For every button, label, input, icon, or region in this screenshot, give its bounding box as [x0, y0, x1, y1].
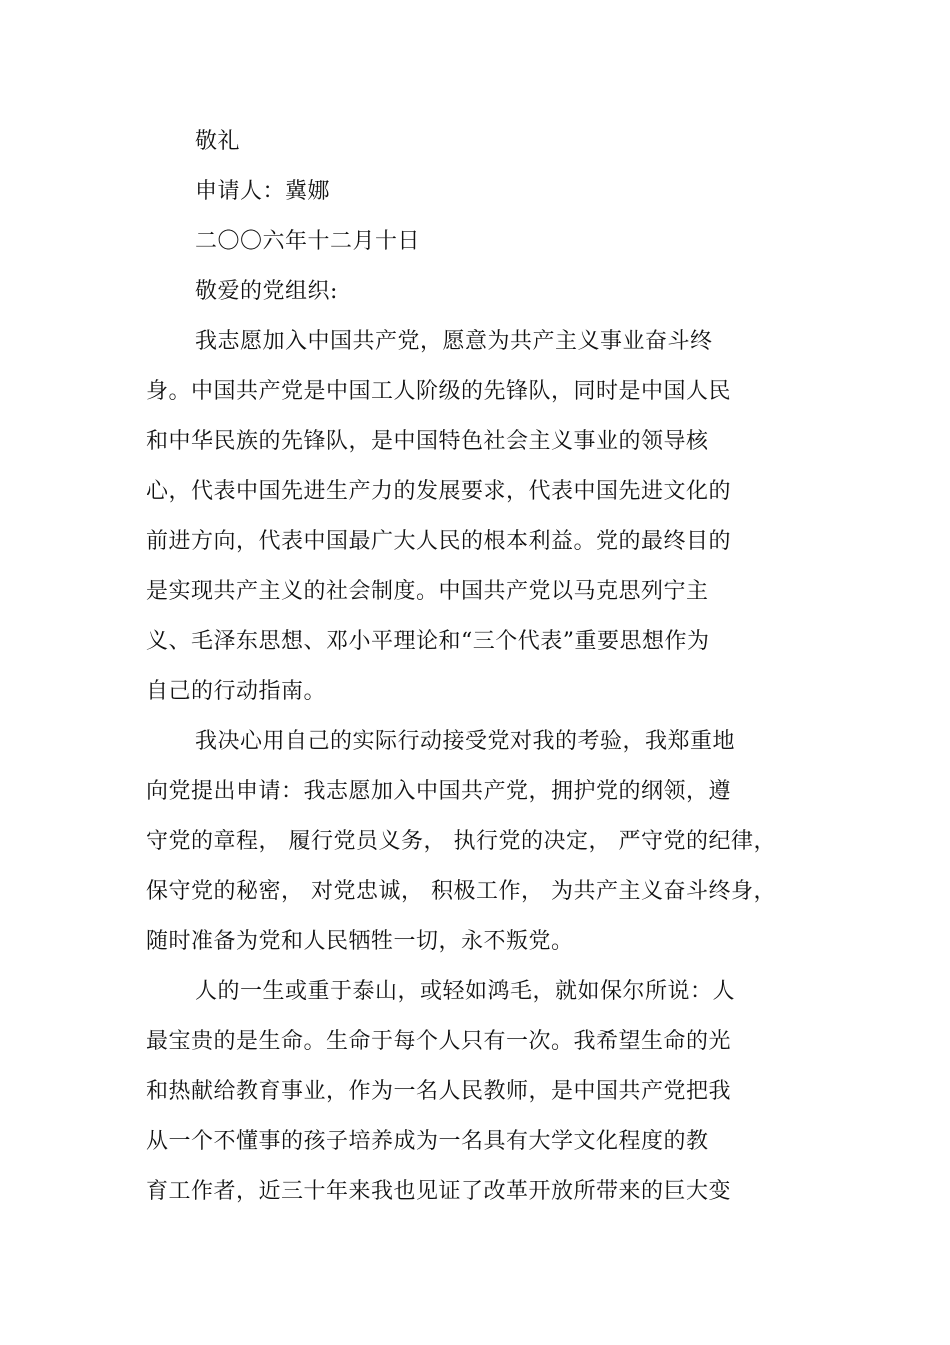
paragraph-line: 保守党的秘密， 对党忠诚， 积极工作， 为共产主义奋斗终身， — [146, 879, 776, 904]
application-date: 二〇〇六年十二月十日 — [195, 229, 421, 254]
paragraph-line: 和中华民族的先锋队，是中国特色社会主义事业的领导核 — [146, 429, 709, 454]
paragraph-line: 是实现共产主义的社会制度。中国共产党以马克思列宁主 — [146, 579, 709, 604]
applicant-name: 申请人：冀娜 — [195, 179, 331, 204]
paragraph-line: 自己的行动指南。 — [146, 679, 327, 704]
paragraph-line: 最宝贵的是生命。生命于每个人只有一次。我希望生命的光 — [146, 1029, 732, 1054]
paragraph-line: 育工作者，近三十年来我也见证了改革开放所带来的巨大变 — [146, 1179, 732, 1204]
paragraph-line: 随时准备为党和人民牺牲一切，永不叛党。 — [146, 929, 574, 954]
salutation: 敬爱的党组织: — [195, 279, 338, 304]
paragraph-line: 和热献给教育事业，作为一名人民教师，是中国共产党把我 — [146, 1079, 732, 1104]
paragraph-line: 义、毛泽东思想、邓小平理论和“三个代表”重要思想作为 — [146, 629, 710, 654]
paragraph-line: 我决心用自己的实际行动接受党对我的考验，我郑重地 — [195, 729, 736, 754]
paragraph-line: 从一个不懂事的孩子培养成为一名具有大学文化程度的教 — [146, 1129, 709, 1154]
paragraph-line: 前进方向，代表中国最广大人民的根本利益。党的最终目的 — [146, 529, 732, 554]
paragraph-line: 心，代表中国先进生产力的发展要求，代表中国先进文化的 — [146, 479, 732, 504]
closing-text: 敬礼 — [195, 129, 241, 154]
paragraph-line: 身。中国共产党是中国工人阶级的先锋队，同时是中国人民 — [146, 379, 732, 404]
paragraph-line: 向党提出申请：我志愿加入中国共产党，拥护党的纲领，遵 — [146, 779, 732, 804]
paragraph-line: 我志愿加入中国共产党，愿意为共产主义事业奋斗终 — [195, 329, 713, 354]
paragraph-line: 人的一生或重于泰山，或轻如鸿毛，就如保尔所说：人 — [195, 979, 736, 1004]
paragraph-line: 守党的章程， 履行党员义务， 执行党的决定， 严守党的纪律， — [146, 829, 776, 854]
